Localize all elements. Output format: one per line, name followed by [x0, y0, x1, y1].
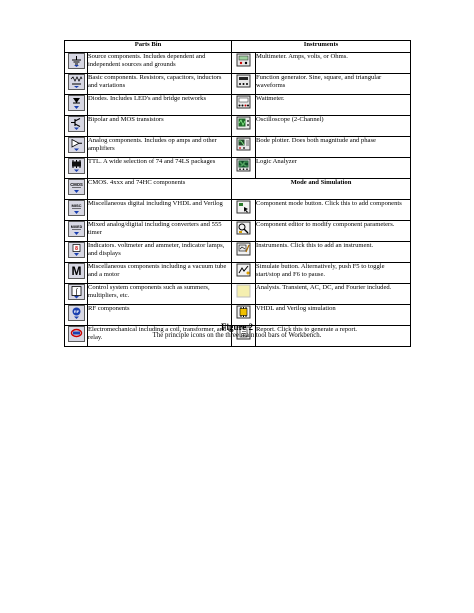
parts-bin-desc: CMOS. 4xxx and 74HC components	[88, 179, 232, 200]
parts-bin-desc: Indicators. voltmeter and ammeter, indicator lamps, and displays	[88, 242, 232, 263]
parts-bin-desc: Basic components. Resistors, capacitors, inductors and variations	[88, 74, 232, 95]
instrument-desc: Function generator. Sine, square, and triangular waveforms	[256, 74, 411, 95]
ttl-chip-icon[interactable]	[68, 158, 85, 174]
indicator-icon[interactable]	[68, 242, 85, 258]
parts-bin-desc: Source components. Includes dependent and independent sources and grounds	[88, 53, 232, 74]
instrument-desc: Oscilloscope (2-Channel)	[256, 116, 411, 137]
basic-components-icon[interactable]	[68, 74, 85, 90]
svg-text:8: 8	[74, 246, 78, 252]
mode-desc: Analysis. Transient, AC, DC, and Fourier included.	[256, 284, 411, 305]
function-generator-icon[interactable]	[236, 74, 251, 88]
toolbar-icon-table	[64, 40, 411, 347]
vhdl-verilog-icon[interactable]	[236, 305, 251, 319]
simulate-icon[interactable]	[236, 263, 251, 277]
motor-icon[interactable]	[68, 263, 85, 279]
figure-caption: The principle icons on the three main tool bars of Workbench.	[152, 332, 322, 339]
parts-bin-desc: Miscellaneous digital including VHDL and Verilog	[88, 200, 232, 221]
component-mode-icon[interactable]	[236, 200, 251, 214]
op-amp-icon[interactable]	[68, 137, 85, 153]
svg-text:M: M	[71, 264, 81, 278]
mixed-signal-icon[interactable]	[68, 221, 85, 237]
parts-bin-desc: Miscellaneous components including a vacuum tube and a motor	[88, 263, 232, 284]
rf-icon[interactable]	[68, 305, 85, 321]
mode-simulation-header: Mode and Simulation	[232, 179, 411, 200]
instrument-desc: Bode plotter. Does both magnitude and phase	[256, 137, 411, 158]
mode-desc: Component editor to modify component parameters.	[256, 221, 411, 242]
instrument-desc: Logic Analyzer	[256, 158, 411, 179]
parts-bin-desc: RF components	[88, 305, 232, 326]
instrument-desc: Multimeter. Amps, volts, or Ohms.	[256, 53, 411, 74]
parts-bin-desc: Analog components. Includes op amps and other amplifiers	[88, 137, 232, 158]
cmos-chip-icon[interactable]	[68, 179, 85, 195]
multimeter-icon[interactable]	[236, 53, 251, 67]
figure-label: Figure 2	[220, 322, 254, 332]
parts-bin-desc: Bipolar and MOS transistors	[88, 116, 232, 137]
svg-text:∫: ∫	[74, 287, 78, 296]
instruments-header: Instruments	[232, 41, 411, 53]
parts-bin-desc: Control system components such as summers, multipliers, etc.	[88, 284, 232, 305]
wattmeter-icon[interactable]	[236, 95, 251, 109]
parts-bin-desc: TTL. A wide selection of 74 and 74LS packages	[88, 158, 232, 179]
sources-icon[interactable]	[68, 53, 85, 69]
mode-desc: Component mode button. Click this to add components	[256, 200, 411, 221]
parts-bin-desc: Electromechanical including a coil, transformer, and a relay.	[88, 326, 232, 347]
svg-text:CMOS: CMOS	[69, 182, 83, 187]
instrument-desc: Wattmeter.	[256, 95, 411, 116]
mode-desc: Instruments. Click this to add an instrument.	[256, 242, 411, 263]
svg-text:RF: RF	[73, 309, 79, 315]
transistor-icon[interactable]	[68, 116, 85, 132]
parts-bin-header: Parts Bin	[65, 41, 232, 53]
instrument-mode-icon[interactable]	[236, 242, 251, 256]
parts-bin-desc: Diodes. Includes LED's and bridge networks	[88, 95, 232, 116]
bode-plotter-icon[interactable]	[236, 137, 251, 151]
analysis-icon[interactable]	[236, 284, 251, 298]
mode-desc: Simulate button. Alternatively, push F5 to toggle start/stop and F6 to pause.	[256, 263, 411, 284]
svg-text:MIXED: MIXED	[70, 225, 82, 229]
control-system-icon[interactable]	[68, 284, 85, 300]
oscilloscope-icon[interactable]	[236, 116, 251, 130]
mode-desc: VHDL and Verilog simulation	[256, 305, 411, 326]
parts-bin-desc: Mixed analog/digital including converters and 555 timer	[88, 221, 232, 242]
component-editor-icon[interactable]	[236, 221, 251, 235]
diode-icon[interactable]	[68, 95, 85, 111]
svg-text:MISC: MISC	[71, 203, 81, 208]
misc-digital-icon[interactable]	[68, 200, 85, 216]
logic-analyzer-icon[interactable]	[236, 158, 251, 172]
mode-desc: Report. Click this to generate a report.	[256, 326, 411, 347]
